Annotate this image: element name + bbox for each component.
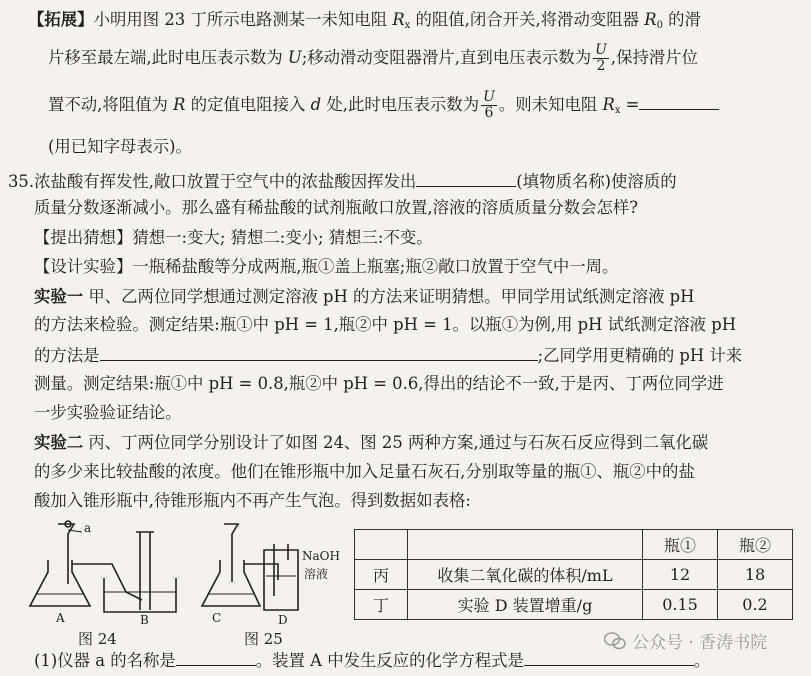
text-run: 酸加入锥形瓶中,待锥形瓶内不再产生气泡。得到数据如表格: <box>34 491 471 510</box>
text-run: 的滑 <box>662 10 701 29</box>
delivery-tube <box>72 564 142 600</box>
text-run: (用已知字母表示)。 <box>48 137 192 156</box>
table-cell: 18 <box>718 560 793 590</box>
var-x-sub: x <box>404 20 411 31</box>
q35-line-2 <box>34 196 638 220</box>
extension-line-2 <box>48 43 698 74</box>
text-run: 测量。测定结果:瓶①中 pH = 0.8,瓶②中 pH = 0.6,得出的结论不一致,于是丙、丁两位同学进 <box>34 374 724 393</box>
extension-line-3 <box>48 90 719 123</box>
text-run: 。则未知电阻 <box>498 95 603 114</box>
text-run: 的定值电阻接入 <box>185 95 311 114</box>
table-header-cell <box>408 530 643 560</box>
var-U: U <box>287 48 302 67</box>
text-run: 片移至最左端,此时电压表示数为 <box>48 48 288 67</box>
var-R: R <box>392 10 405 29</box>
table-header-cell <box>355 530 408 560</box>
fig24-caption: 图 24 <box>78 630 117 648</box>
text-run: (1)仪器 a 的名称是 <box>34 651 176 670</box>
exp1-line-4 <box>34 372 724 396</box>
flask-A <box>30 560 90 606</box>
funnel-a <box>58 524 74 584</box>
var-R: R <box>602 95 615 114</box>
label-D: D <box>278 613 288 627</box>
text-run: 的方法是 <box>34 346 100 365</box>
apparatus-figures <box>16 520 346 650</box>
exp1-line-5 <box>34 401 182 425</box>
table-header-cell: 瓶① <box>643 530 718 560</box>
exp1-line-3 <box>34 343 742 368</box>
answer-blank[interactable] <box>176 648 256 666</box>
table-cell: 实验 D 装置增重/g <box>408 590 643 620</box>
text-run: 质量分数逐渐减小。那么盛有稀盐酸的试剂瓶敞口放置,溶液的溶质质量分数会怎样? <box>34 198 639 217</box>
text-run: 的多少来比较盐酸的浓度。他们在锥形瓶中加入足量石灰石,分别取等量的瓶①、瓶②中的盐 <box>34 462 695 481</box>
watermark <box>604 628 767 653</box>
text-run: 【提出猜想】猜想一:变大; 猜想二:变小; 猜想三:不变。 <box>34 228 433 247</box>
answer-blank[interactable] <box>639 92 719 110</box>
q35-line-4 <box>34 255 618 279</box>
table-cell: 丁 <box>355 590 408 620</box>
exp1-line-1 <box>34 285 694 309</box>
label-a: a <box>84 521 92 535</box>
var-0-sub: 0 <box>656 20 663 31</box>
var-R: R <box>173 95 186 114</box>
text-run: 的方法来检验。测定结果:瓶①中 pH = 1,瓶②中 pH = 1。以瓶①为例,用 pH 试纸测定溶液 pH <box>34 315 737 334</box>
question-number: 35. <box>8 172 35 191</box>
fig25-caption: 图 25 <box>244 630 283 648</box>
frac-num: U <box>595 42 607 58</box>
frac-num: U <box>483 89 495 105</box>
q35-line-3 <box>34 226 433 250</box>
text-run: = <box>620 95 640 114</box>
exp2-line-1 <box>34 431 708 455</box>
q35-line-1 <box>8 169 677 194</box>
label-B: B <box>140 613 149 627</box>
bottle-D <box>264 550 298 610</box>
exp1-title: 实验一 <box>34 287 84 306</box>
frac-den: 6 <box>484 105 494 121</box>
text-run: 置不动,将阻值为 <box>48 95 174 114</box>
table-cell: 0.2 <box>718 590 793 620</box>
table-cell: 收集二氧化碳的体积/mL <box>408 560 643 590</box>
label-A: A <box>56 611 65 625</box>
text-run: 的阻值,闭合开关,将滑动变阻器 <box>410 10 645 29</box>
text-run: 一步实验验证结论。 <box>34 403 182 422</box>
text-run: ;乙同学用更精确的 pH 计来 <box>537 346 743 365</box>
exp2-line-2 <box>34 460 695 484</box>
text-run: 丙、丁两位同学分别设计了如图 24、图 25 两种方案,通过与石灰石反应得到二氧化碳 <box>83 433 709 452</box>
var-R0: R <box>644 10 657 29</box>
extension-tag: 【拓展】 <box>28 10 94 29</box>
fraction-U-2 <box>593 43 609 74</box>
extension-line-1 <box>28 8 701 38</box>
text-run: 浓盐酸有挥发性,敞口放置于空气中的浓盐酸因挥发出 <box>34 172 417 191</box>
text-run: 【设计实验】一瓶稀盐酸等分成两瓶,瓶①盖上瓶塞;瓶②敞口放置于空气中一周。 <box>34 257 619 276</box>
text-run: 。 <box>693 651 711 670</box>
data-table <box>354 529 793 620</box>
table-header-row <box>355 530 793 560</box>
var-x-sub: x <box>614 105 621 116</box>
fraction-U-6 <box>481 90 497 121</box>
label-solution: 溶液 <box>304 567 329 581</box>
frac-den: 2 <box>596 58 606 74</box>
label-naoh: NaOH <box>302 549 340 563</box>
text-run: (填物质名称)使溶质的 <box>516 172 677 191</box>
funnel-C <box>224 524 238 582</box>
exp2-line-3 <box>34 489 471 513</box>
table-cell: 丙 <box>355 560 408 590</box>
text-run: 。装置 A 中发生反应的化学方程式是 <box>255 651 524 670</box>
text-run: 小明用图 23 丁所示电路测某一未知电阻 <box>93 10 393 29</box>
extension-line-4 <box>48 135 192 159</box>
table-row <box>355 560 793 590</box>
text-run: ;移动滑动变阻器滑片,直到电压表示数为 <box>301 48 592 67</box>
table-cell: 0.15 <box>643 590 718 620</box>
table-row <box>355 590 793 620</box>
exp2-title: 实验二 <box>34 433 84 452</box>
text-run: 甲、乙两位同学想通过测定溶液 pH 的方法来证明猜想。甲同学用试纸测定溶液 pH <box>83 287 695 306</box>
answer-blank[interactable] <box>416 169 516 187</box>
var-d: d <box>310 95 322 114</box>
answer-blank[interactable] <box>100 343 538 361</box>
flask-C <box>202 560 260 606</box>
table-cell: 12 <box>643 560 718 590</box>
watermark-text: 公众号 · 香涛书院 <box>632 633 768 653</box>
table-header-cell: 瓶② <box>718 530 793 560</box>
text-run: 处,此时电压表示数为 <box>321 95 480 114</box>
exp1-line-2 <box>34 313 736 337</box>
label-C: C <box>212 611 222 625</box>
text-run: ,保持滑片位 <box>610 48 699 67</box>
wechat-icon <box>604 632 626 650</box>
